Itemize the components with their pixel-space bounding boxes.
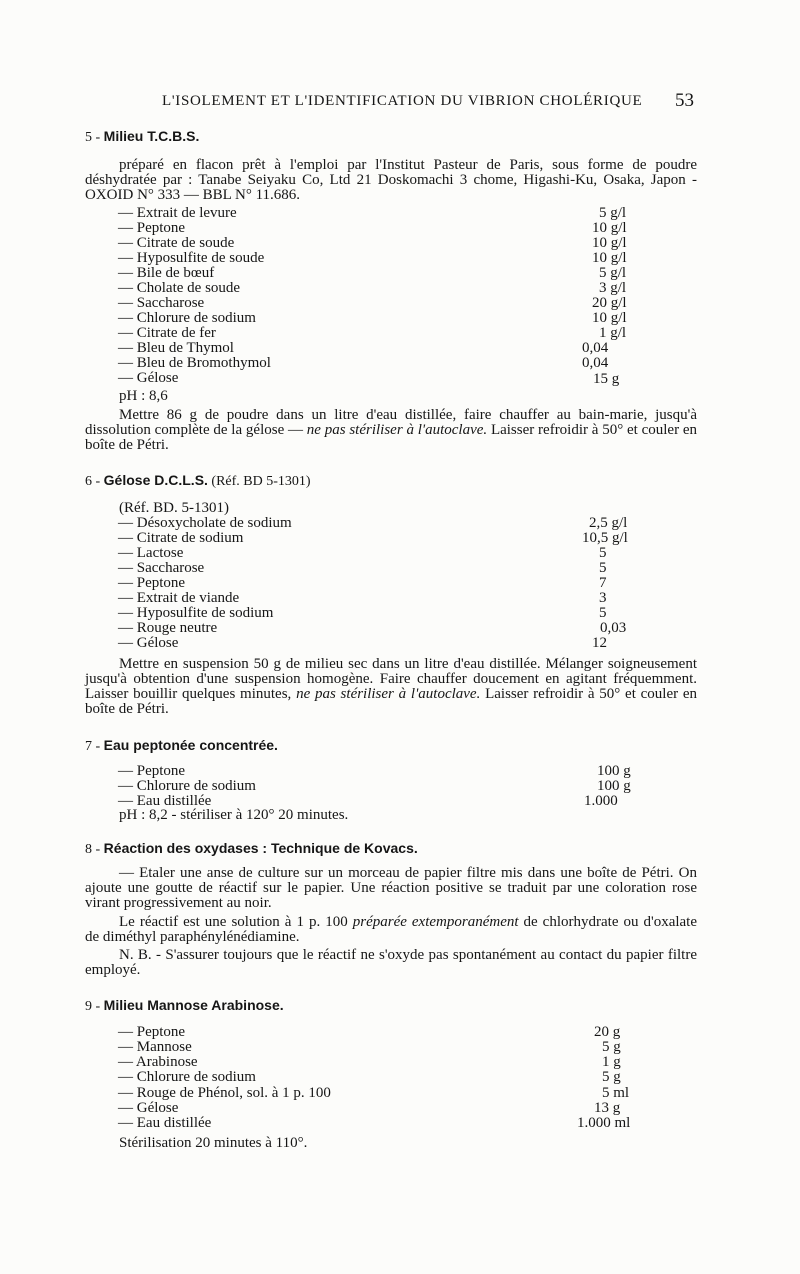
ingredient-value: 10 g/l	[592, 310, 627, 326]
ingredient-name: — Gélose	[118, 1100, 179, 1116]
ingredient-value: 0,04	[582, 355, 609, 371]
ingredient-value: 3 g/l	[599, 280, 627, 296]
ingredient-name: — Bleu de Bromothymol	[118, 355, 271, 371]
section-title: Gélose D.C.L.S.	[103, 472, 208, 488]
ingredient-name: — Hyposulfite de sodium	[118, 605, 274, 621]
ingredient-value: 5 ml	[602, 1085, 630, 1101]
ingredient-name: — Rouge neutre	[118, 620, 218, 636]
section-title: Milieu Mannose Arabinose.	[103, 997, 284, 1013]
section-8-heading	[85, 840, 418, 858]
section-8-note	[85, 948, 697, 978]
ph-sterilisation-line: pH : 8,2 - stériliser à 120° 20 minutes.	[119, 807, 349, 823]
ingredient-name: — Eau distillée	[118, 793, 212, 809]
instruction-text: Mettre en suspension 50 g de milieu sec dans un litre d'eau distillée. Mélanger soigneusement jusqu'à obtention d'une suspension homogène. Faire chauffer doucement en agitant fréquemment. Laisser bouillir quelques minutes,	[85, 656, 697, 702]
section-5-heading	[85, 128, 199, 146]
section-number: 8 -	[85, 842, 101, 857]
instruction-emphasis: ne pas stériliser à l'autoclave.	[296, 686, 481, 702]
intro-text: préparé en flacon prêt à l'emploi par l'Institut Pasteur de Paris, sous forme de poudre déshydratée par : Tanabe Seiyaku Co, Ltd 21 Doskomachi 3 chome, Higashi-Ku, Osaka, Japon - OXOID N° 333 — BBL N° 11.686.	[85, 157, 697, 203]
ingredient-name: — Extrait de levure	[118, 205, 237, 221]
ingredient-name: — Saccharose	[118, 295, 205, 311]
section-6-heading	[85, 472, 311, 490]
paragraph-text: — Etaler une anse de culture sur un morceau de papier filtre mis dans une boîte de Pétri. On ajoute une goutte de réactif sur le papier. Une réaction positive se traduit par une coloration rose virant progressivement au noir.	[85, 865, 697, 911]
ingredient-value: 0,04	[582, 340, 609, 356]
ingredient-name: — Rouge de Phénol, sol. à 1 p. 100	[118, 1085, 331, 1101]
ingredient-value: 2,5 g/l	[589, 515, 628, 531]
ingredient-value: 3	[599, 590, 607, 606]
page-number: 53	[675, 90, 694, 111]
section-5-intro	[85, 158, 697, 203]
reference-line: (Réf. BD. 5-1301)	[119, 500, 229, 516]
ingredient-value: 1 g	[602, 1054, 621, 1070]
section-number: 9 -	[85, 999, 101, 1014]
section-number: 7 -	[85, 739, 101, 754]
ingredient-name: — Désoxycholate de sodium	[118, 515, 292, 531]
ingredient-name: — Peptone	[118, 575, 186, 591]
note-text: N. B. - S'assurer toujours que le réactif ne s'oxyde pas spontanément au contact du papier filtre employé.	[85, 947, 697, 978]
ingredient-value: 5 g/l	[599, 265, 627, 281]
ingredient-value: 1.000	[584, 793, 618, 809]
ingredient-name: — Chlorure de sodium	[118, 310, 256, 326]
section-title: Eau peptonée concentrée.	[103, 737, 278, 753]
section-number: 5 -	[85, 130, 101, 145]
ingredient-name: — Cholate de soude	[118, 280, 241, 296]
ingredient-name: — Gélose	[118, 370, 179, 386]
ingredient-value: 13 g	[594, 1100, 621, 1116]
section-title: Réaction des oxydases : Technique de Kovacs.	[103, 840, 418, 856]
section-6-instructions	[85, 657, 697, 717]
ingredient-name: — Peptone	[118, 1024, 186, 1040]
ingredient-name: — Mannose	[118, 1039, 192, 1055]
ingredient-name: — Citrate de sodium	[118, 530, 244, 546]
paragraph-emphasis: préparée extemporanément	[352, 914, 519, 930]
ingredient-value: 5 g	[602, 1039, 621, 1055]
ingredient-value: 15 g	[593, 371, 620, 387]
ingredient-value: 10 g/l	[592, 250, 627, 266]
ingredient-value: 12	[592, 635, 607, 651]
ingredient-value: 10,5 g/l	[582, 530, 628, 546]
ingredient-value: 10 g/l	[592, 235, 627, 251]
ingredient-name: — Citrate de fer	[118, 325, 216, 341]
section-7-heading	[85, 737, 278, 755]
running-header: L'ISOLEMENT ET L'IDENTIFICATION DU VIBRION CHOLÉRIQUE	[162, 93, 643, 109]
ingredient-name: — Lactose	[118, 545, 184, 561]
section-8-paragraph-1	[85, 866, 697, 911]
ingredient-name: — Peptone	[118, 220, 186, 236]
ingredient-value: 100 g	[597, 778, 631, 794]
ingredient-name: — Bile de bœuf	[118, 265, 215, 281]
section-5-instructions	[85, 408, 697, 453]
ingredient-name: — Hyposulfite de soude	[118, 250, 265, 266]
paragraph-text: Le réactif est une solution à 1 p. 100	[119, 914, 353, 930]
ingredient-name: — Extrait de viande	[118, 590, 240, 606]
ingredient-name: — Gélose	[118, 635, 179, 651]
ingredient-name: — Peptone	[118, 763, 186, 779]
ingredient-value: 0,03	[600, 620, 627, 636]
ingredient-value: 10 g/l	[592, 220, 627, 236]
ingredient-name: — Bleu de Thymol	[118, 340, 234, 356]
instruction-text: Mettre 86 g de poudre dans un litre d'eau distillée, faire chauffer au bain-marie, jusqu'à dissolution complète de la gélose —	[85, 407, 697, 438]
section-reference: (Réf. BD 5-1301)	[211, 474, 311, 489]
paragraph-text: de chlorhydrate ou d'oxalate de diméthyl paraphénylénédiamine.	[85, 914, 698, 945]
ingredient-name: — Chlorure de sodium	[118, 778, 256, 794]
section-8-paragraph-2	[85, 915, 697, 945]
ingredient-value: 1 g/l	[599, 325, 627, 341]
ingredient-value: 5 g	[602, 1069, 621, 1085]
ingredient-name: — Chlorure de sodium	[118, 1069, 256, 1085]
ingredient-value: 5 g/l	[599, 205, 627, 221]
ingredient-name: — Saccharose	[118, 560, 205, 576]
sterilisation-line: Stérilisation 20 minutes à 110°.	[119, 1135, 308, 1151]
ingredient-value: 5	[599, 605, 607, 621]
ingredient-value: 100 g	[597, 763, 631, 779]
ingredient-value: 7	[599, 575, 607, 591]
ingredient-value: 20 g/l	[592, 295, 627, 311]
ingredient-value: 5	[599, 545, 607, 561]
instruction-emphasis: ne pas stériliser à l'autoclave.	[306, 422, 488, 438]
ingredient-name: — Citrate de soude	[118, 235, 235, 251]
instruction-text: Laisser refroidir à 50° et couler en boîte de Pétri.	[85, 686, 698, 717]
ingredient-name: — Eau distillée	[118, 1115, 212, 1131]
instruction-text: Laisser refroidir à 50° et couler en boîte de Pétri.	[85, 422, 698, 453]
section-9-heading	[85, 997, 284, 1015]
ingredient-value: 20 g	[594, 1024, 621, 1040]
section-title: Milieu T.C.B.S.	[103, 128, 200, 144]
ph-value: pH : 8,6	[119, 388, 168, 404]
section-number: 6 -	[85, 474, 101, 489]
ingredient-value: 5	[599, 560, 607, 576]
ingredient-value: 1.000 ml	[577, 1115, 631, 1131]
ingredient-name: — Arabinose	[118, 1054, 198, 1070]
